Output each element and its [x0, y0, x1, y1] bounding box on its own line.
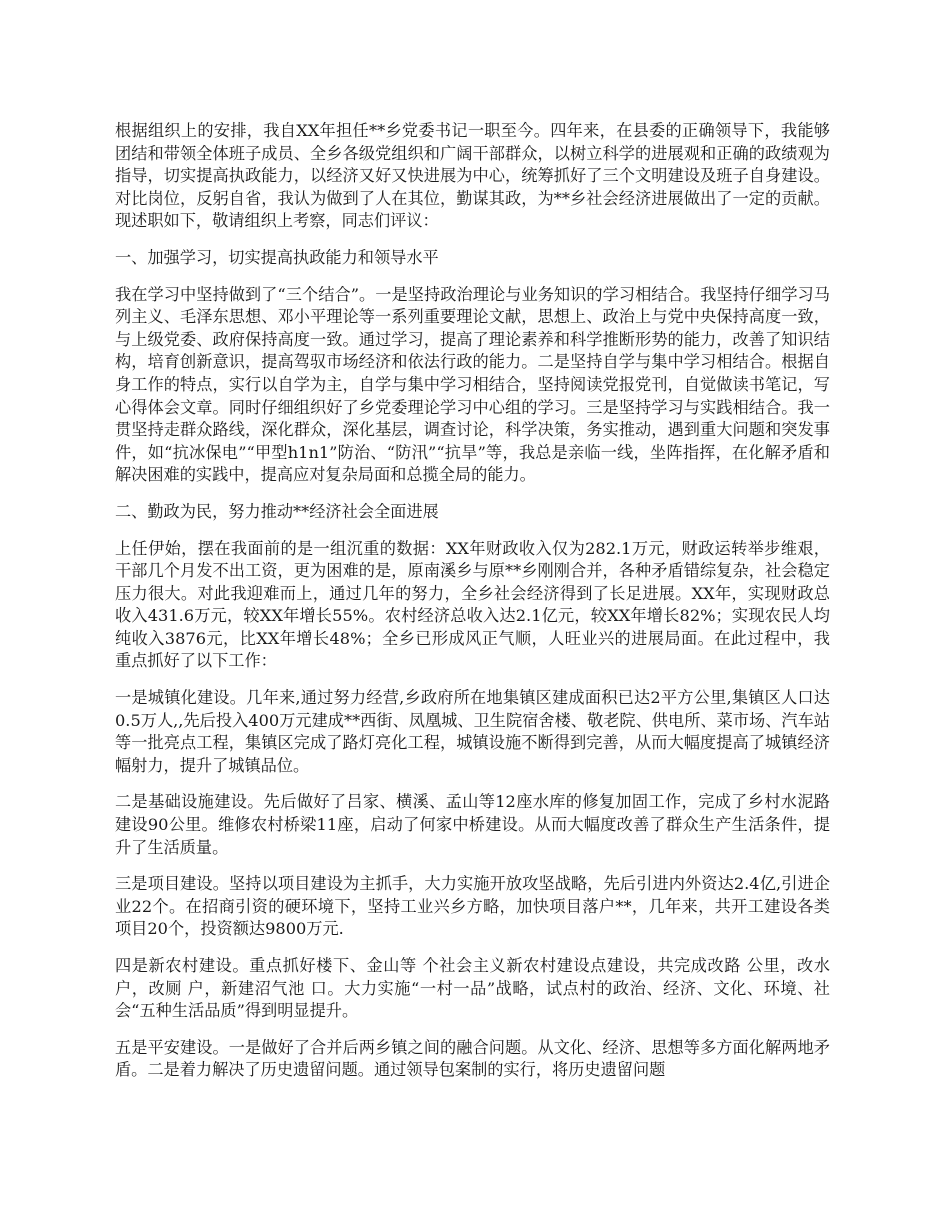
development-paragraph: 上任伊始，摆在我面前的是一组沉重的数据：XX年财政收入仅为282.1万元，财政运转举步维艰，干部几个月发不出工资，更为困难的是，原南溪乡与原**乡刚刚合并，各种矛盾错综复杂，社会稳定压力很大。对此我迎难而上，通过几年的努力，全乡社会经济得到了长足进展。XX年，实现财政总收入431.6万元，较XX年增长55%。农村经济总收入达2.1亿元，较XX年增长82%；实现农民人均纯收入3876元，比XX年增长48%；全乡已形成风正气顺，人旺业兴的进展局面。在此过程中，我重点抓好了以下工作： [115, 538, 830, 671]
safety-paragraph: 五是平安建设。一是做好了合并后两乡镇之间的融合问题。从文化、经济、思想等多方面化解两地矛盾。二是着力解决了历史遗留问题。通过领导包案制的实行，将历史遗留问题 [115, 1037, 830, 1080]
study-paragraph: 我在学习中坚持做到了“三个结合”。一是坚持政治理论与业务知识的学习相结合。我坚持仔细学习马列主义、毛泽东思想、邓小平理论等一系列重要理论文献，思想上、政治上与党中央保持高度一致，与上级党委、政府保持高度一致。通过学习，提高了理论素养和科学推断形势的能力，改善了知识结构，培育创新意识，提高驾驭市场经济和依法行政的能力。二是坚持自学与集中学习相结合。根据自身工作的特点，实行以自学为主，自学与集中学习相结合，坚持阅读党报党刊，自觉做读书笔记，写心得体会文章。同时仔细组织好了乡党委理论学习中心组的学习。三是坚持学习与实践相结合。我一贯坚持走群众路线，深化群众，深化基层，调查讨论，科学决策，务实推动，遇到重大问题和突发事件，如“抗冰保电”“甲型h1n1”防治、“防汛”“抗旱”等，我总是亲临一线，坐阵指挥，在化解矛盾和解决困难的实践中，提高应对复杂局面和总揽全局的能力。 [115, 284, 830, 485]
document-body [115, 120, 830, 1096]
urbanization-paragraph: 一是城镇化建设。几年来,通过努力经营,乡政府所在地集镇区建成面积已达2平方公里,集镇区人口达0.5万人,,先后投入400万元建成**西街、凤凰城、卫生院宿舍楼、敬老院、供电所、菜市场、汽车站等一批亮点工程，集镇区完成了路灯亮化工程，城镇设施不断得到完善，从而大幅度提高了城镇经济幅射力，提升了城镇品位。 [115, 688, 830, 775]
section-heading-development: 二、勤政为民，努力推动**经济社会全面进展 [115, 501, 439, 521]
project-paragraph: 三是项目建设。坚持以项目建设为主抓手，大力实施开放攻坚战略，先后引进内外资达2.4亿,引进企业22个。在招商引资的硬环境下，坚持工业兴乡方略，加快项目落户**，几年来，共开工建设各类项目20个，投资额达9800万元. [115, 874, 830, 939]
new-countryside-paragraph: 四是新农村建设。重点抓好楼下、金山等 个社会主义新农村建设点建设，共完成改路 公里，改水 户，改厕 户，新建沼气池 口。大力实施“一村一品”战略，试点村的政治、经济、文化、环境、社会“五种生活品质”得到明显提升。 [115, 956, 830, 1021]
infrastructure-paragraph: 二是基础设施建设。先后做好了吕家、横溪、孟山等12座水库的修复加固工作，完成了乡村水泥路建设90公里。维修农村桥梁11座，启动了何家中桥建设。从而大幅度改善了群众生产生活条件，提升了生活质量。 [115, 792, 830, 857]
section-heading-study: 一、加强学习，切实提高执政能力和领导水平 [115, 247, 439, 267]
intro-paragraph: 根据组织上的安排，我自XX年担任**乡党委书记一职至今。四年来，在县委的正确领导下，我能够团结和带领全体班子成员、全乡各级党组织和广阔干部群众，以树立科学的进展观和正确的政绩观为指导，切实提高执政能力，以经济又好又快进展为中心，统筹抓好了三个文明建设及班子自身建设。对比岗位，反躬自省，我认为做到了人在其位，勤谋其政，为**乡社会经济进展做出了一定的贡献。现述职如下，敬请组织上考察，同志们评议： [115, 121, 830, 231]
